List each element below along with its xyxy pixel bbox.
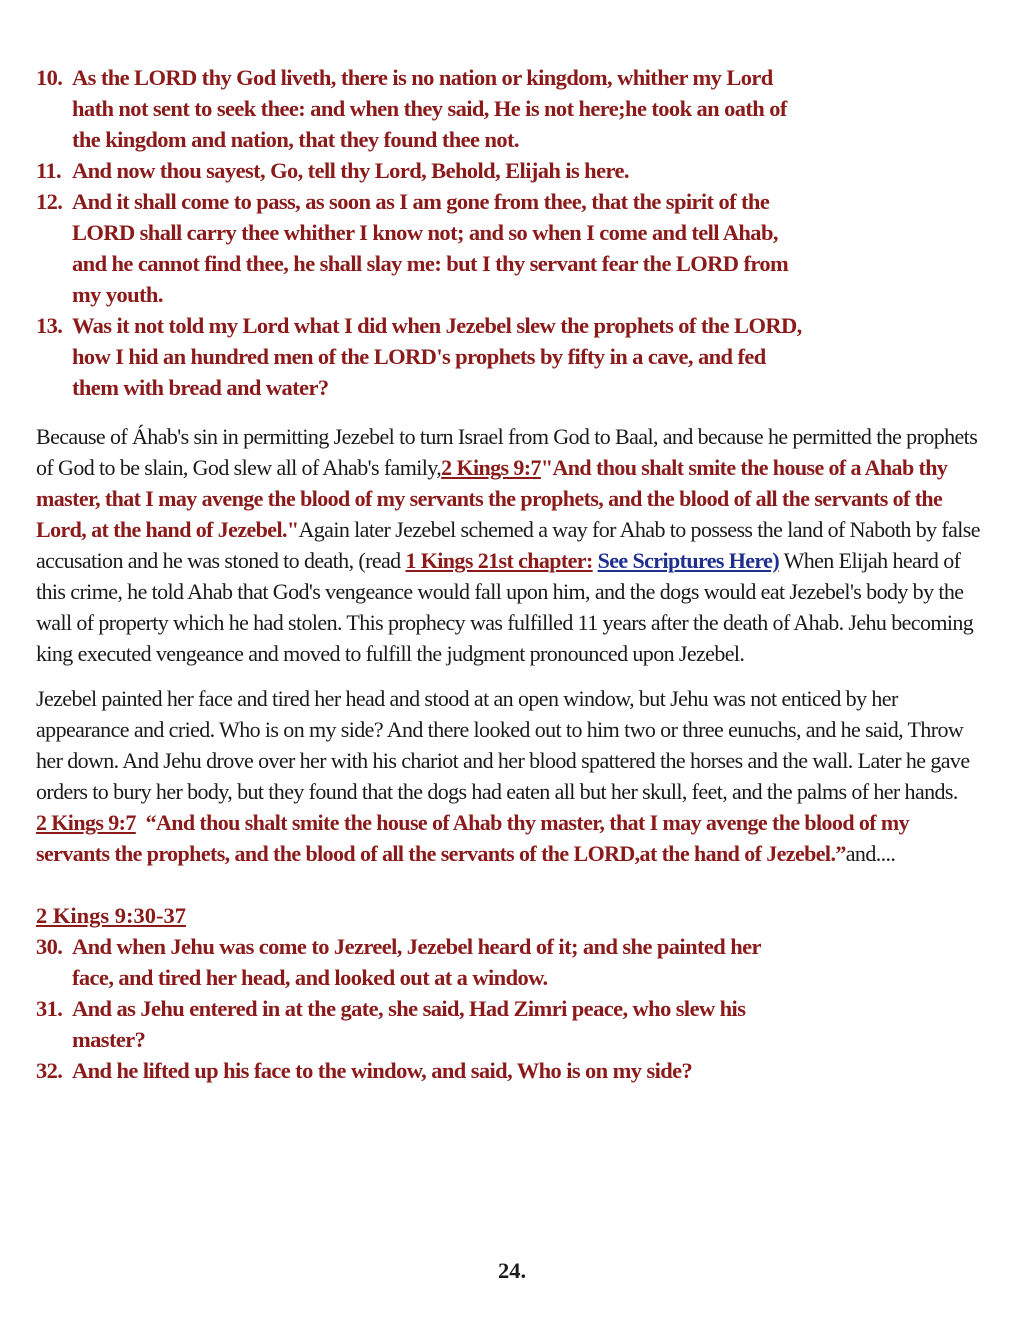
link-1-kings-21[interactable]: 1 Kings 21st chapter: bbox=[405, 548, 593, 573]
verse-32 bbox=[36, 1055, 986, 1086]
verse-list-top bbox=[36, 62, 986, 403]
paragraph-text: Because of Áhab's sin in permitting Jezebel to turn Israel from God to Baal, and because he permitted the prophets of God to be slain, God slew all of Ahab's family, bbox=[36, 424, 978, 480]
verse-text: And when Jehu was come to Jezreel, Jezebel heard of it; and she painted her face, and tired her head, and looked out at a window. bbox=[72, 934, 761, 990]
verse-10 bbox=[36, 62, 986, 155]
verse-31 bbox=[36, 993, 986, 1055]
verse-number: 32. bbox=[36, 1058, 63, 1083]
quote-2-kings-9-7-second: “And thou shalt smite the house of Ahab thy master, that I may avenge the blood of my servants the prophets, and the blood of all the servants of the LORD,at the hand of Jezebel.” bbox=[36, 810, 910, 866]
verse-text: And as Jehu entered in at the gate, she said, Had Zimri peace, who slew his master? bbox=[72, 996, 746, 1052]
document-page bbox=[36, 62, 986, 1086]
verse-number: 12. bbox=[36, 189, 63, 214]
link-2-kings-9-7[interactable]: 2 Kings 9:7 bbox=[441, 455, 541, 480]
quote-2-kings-9-7: "And thou shalt smite the house of a Ahab thy master, that I may avenge the blood of my servants the prophets, and the blood of all the servants of the Lord, at the hand of Jezebel." bbox=[36, 455, 948, 542]
verse-list-bottom bbox=[36, 931, 986, 1086]
link-see-scriptures-here[interactable]: See Scriptures Here) bbox=[597, 548, 780, 573]
verse-text: And it shall come to pass, as soon as I am gone from thee, that the spirit of the LORD shall carry thee whither I know not; and so when I come and tell Ahab, and he cannot find thee, he shall slay me: but I thy servant fear the LORD from my youth. bbox=[72, 189, 789, 307]
verse-11 bbox=[36, 155, 986, 186]
verse-number: 11. bbox=[36, 158, 62, 183]
verse-number: 10. bbox=[36, 65, 63, 90]
reference-heading[interactable]: 2 Kings 9:30-37 bbox=[36, 903, 187, 928]
spacer bbox=[36, 869, 986, 900]
verse-text: Was it not told my Lord what I did when Jezebel slew the prophets of the LORD, how I hid an hundred men of the LORD's prophets by fifty in a cave, and fed them with bread and water? bbox=[72, 313, 802, 400]
paragraph-text: When Elijah heard of this crime, he told Ahab that God's vengeance would fall upon him, and the dogs would eat Jezebel's body by the wall of property which he had stolen. This prophecy was fulfilled 11 years after the death of Ahab. Jehu becoming king executed vengeance and moved to fulfill the judgment pronounced upon Jezebel. bbox=[36, 548, 974, 666]
verse-number: 13. bbox=[36, 313, 63, 338]
paragraph-text: Again later Jezebel schemed a way for Ahab to possess the land of Naboth by false accusation and he was stoned to death, (read bbox=[36, 517, 980, 573]
link-2-kings-9-7-second[interactable]: 2 Kings 9:7 bbox=[36, 810, 136, 835]
verse-30 bbox=[36, 931, 986, 993]
verse-number: 31. bbox=[36, 996, 63, 1021]
paragraph-ahab-sin bbox=[36, 421, 986, 669]
verse-13 bbox=[36, 310, 986, 403]
verse-number: 30. bbox=[36, 934, 63, 959]
paragraph-jezebel bbox=[36, 683, 986, 869]
page-number: 24. bbox=[497, 1258, 527, 1283]
verse-text: And he lifted up his face to the window, and said, Who is on my side? bbox=[72, 1058, 693, 1083]
verse-text: As the LORD thy God liveth, there is no nation or kingdom, whither my Lord hath not sent to seek thee: and when they said, He is not here;he took an oath of the kingdom and nation, that they found thee not. bbox=[72, 65, 787, 152]
verse-text: And now thou sayest, Go, tell thy Lord, Behold, Elijah is here. bbox=[72, 158, 629, 183]
paragraph-text: Jezebel painted her face and tired her head and stood at an open window, but Jehu was not enticed by her appearance and cried. Who is on my side? And there looked out to him two or three eunuchs, and he said, Throw her down. And Jehu drove over her with his chariot and her blood spattered the horses and the wall. Later he gave orders to bury her body, but they found that the dogs had eaten all but her skull, feet, and the palms of her hands. bbox=[36, 686, 970, 804]
verse-12 bbox=[36, 186, 986, 310]
paragraph-tail: and.... bbox=[845, 841, 896, 866]
